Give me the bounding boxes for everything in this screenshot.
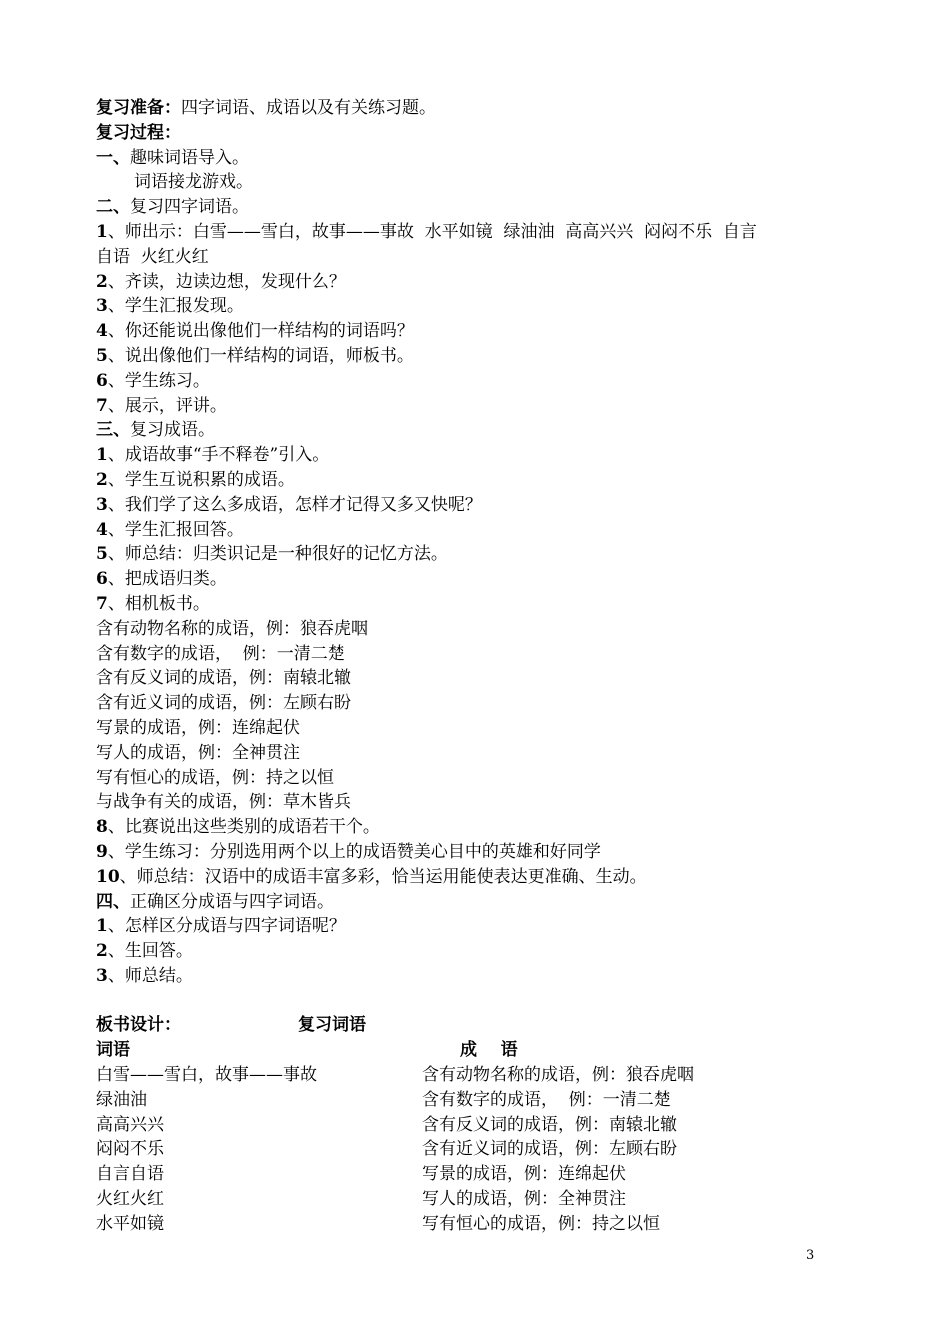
board-idiom: 含有反义词的成语，例：南辕北辙 — [422, 1114, 677, 1135]
lesson-line — [96, 865, 856, 890]
line-text: 、师出示：白雪——雪白，故事——事故 水平如镜 绿油油 高高兴兴 闷闷不乐 自言 — [107, 221, 757, 242]
line-number: 4 — [96, 321, 108, 342]
lesson-line — [96, 840, 856, 865]
line-number: 三、 — [96, 420, 130, 441]
lesson-line — [96, 642, 856, 667]
line-text: 、怎样区分成语与四字词语呢？ — [107, 916, 346, 937]
lesson-line — [96, 741, 856, 766]
board-col-right-header: 成 语 — [460, 1040, 518, 1061]
line-text: 、学生练习。 — [107, 370, 210, 391]
line-text: 、师总结：归类识记是一种很好的记忆方法。 — [107, 544, 448, 565]
board-word: 白雪——雪白，故事——事故 — [96, 1065, 317, 1086]
board-column-headers — [96, 1038, 856, 1063]
board-word: 高高兴兴 — [96, 1114, 164, 1135]
line-text: 含有动物名称的成语，例：狼吞虎咽 — [96, 618, 368, 639]
board-idiom: 写人的成语，例：全神贯注 — [422, 1189, 626, 1210]
board-idiom: 写景的成语，例：连绵起伏 — [422, 1164, 626, 1185]
line-text: 复习四字词语。 — [130, 197, 249, 218]
line-text: 、学生互说积累的成语。 — [107, 469, 295, 490]
line-number: 3 — [96, 494, 108, 515]
line-text: 趣味词语导入。 — [130, 147, 249, 168]
line-text: 含有反义词的成语，例：南辕北辙 — [96, 668, 351, 689]
line-number: 8 — [96, 817, 108, 838]
board-col-left-header: 词语 — [96, 1040, 130, 1061]
board-word: 水平如镜 — [96, 1213, 164, 1234]
prep-text: 四字词语、成语以及有关练习题。 — [181, 98, 436, 118]
lesson-line — [96, 890, 856, 915]
lesson-line — [96, 914, 856, 939]
document-body — [96, 96, 856, 1237]
line-text: 、我们学了这么多成语，怎样才记得又多又快呢？ — [107, 494, 482, 515]
lesson-line — [96, 592, 856, 617]
line-number: 7 — [96, 395, 108, 416]
lesson-line — [96, 617, 856, 642]
board-title: 复习词语 — [298, 1015, 366, 1036]
board-heading — [96, 1013, 856, 1038]
lesson-line — [96, 567, 856, 592]
line-text: 、展示，评讲。 — [107, 395, 227, 416]
line-text: 词语接龙游戏。 — [134, 172, 253, 193]
line-number: 4 — [96, 519, 108, 540]
line-number: 3 — [96, 965, 108, 986]
line-text: 含有数字的成语， 例：一清二楚 — [96, 643, 345, 664]
board-row — [96, 1187, 856, 1212]
line-text: 、相机板书。 — [107, 593, 210, 614]
process-label: 复习过程： — [96, 122, 181, 143]
board-row — [96, 1063, 856, 1088]
line-number: 二、 — [96, 197, 130, 218]
prep-label: 复习准备： — [96, 98, 181, 118]
line-text: 、学生练习：分别选用两个以上的成语赞美心目中的英雄和好同学 — [107, 841, 601, 862]
board-word: 自言自语 — [96, 1164, 164, 1185]
line-number: 9 — [96, 841, 108, 862]
lesson-line — [96, 344, 856, 369]
lesson-line — [96, 518, 856, 543]
line-text: 、你还能说出像他们一样结构的词语吗？ — [107, 321, 414, 342]
section-gap — [96, 989, 856, 1014]
board-word: 闷闷不乐 — [96, 1139, 164, 1160]
board-idiom: 含有动物名称的成语，例：狼吞虎咽 — [422, 1065, 694, 1086]
lesson-line — [96, 790, 856, 815]
line-number: 一、 — [96, 147, 130, 168]
lesson-line — [96, 146, 856, 171]
lesson-line — [96, 468, 856, 493]
line-text: 写人的成语，例：全神贯注 — [96, 742, 300, 763]
line-number: 2 — [96, 271, 108, 292]
line-number: 5 — [96, 345, 108, 366]
board-rows — [96, 1063, 856, 1237]
line-number: 6 — [96, 569, 108, 590]
line-text: 、生回答。 — [107, 941, 193, 962]
line-number: 7 — [96, 593, 108, 614]
lesson-line — [96, 542, 856, 567]
board-idiom: 写有恒心的成语，例：持之以恒 — [422, 1213, 660, 1234]
line-number: 四、 — [96, 891, 130, 912]
lesson-line — [96, 691, 856, 716]
lesson-line — [96, 369, 856, 394]
line-number: 1 — [96, 445, 108, 466]
lesson-line — [96, 716, 856, 741]
line-number: 10 — [96, 866, 120, 887]
line-number: 2 — [96, 941, 108, 962]
line-text: 、学生汇报发现。 — [107, 296, 244, 317]
line-text: 写景的成语，例：连绵起伏 — [96, 717, 300, 738]
line-number: 1 — [96, 221, 108, 242]
process-heading — [96, 121, 856, 146]
lesson-line — [96, 220, 856, 245]
lesson-line — [96, 245, 856, 270]
board-row — [96, 1162, 856, 1187]
line-text: 、比赛说出这些类别的成语若干个。 — [107, 817, 380, 838]
line-text: 、师总结。 — [107, 965, 193, 986]
line-text: 、成语故事“手不释卷”引入。 — [107, 445, 330, 466]
line-text: 正确区分成语与四字词语。 — [130, 891, 334, 912]
board-row — [96, 1137, 856, 1162]
line-number: 3 — [96, 296, 108, 317]
board-idiom: 含有数字的成语， 例：一清二楚 — [422, 1089, 671, 1110]
lesson-line — [96, 270, 856, 295]
line-number: 6 — [96, 370, 108, 391]
line-text: 自语 火红火红 — [96, 246, 209, 267]
board-row — [96, 1212, 856, 1237]
line-text: 、说出像他们一样结构的词语，师板书。 — [107, 345, 414, 366]
board-word: 火红火红 — [96, 1189, 164, 1210]
lesson-line — [96, 195, 856, 220]
lesson-line — [96, 443, 856, 468]
board-idiom: 含有近义词的成语，例：左顾右盼 — [422, 1139, 677, 1160]
line-text: 、齐读，边读边想，发现什么？ — [107, 271, 346, 292]
line-text: 复习成语。 — [130, 420, 215, 441]
prep-line — [96, 96, 856, 121]
line-number: 1 — [96, 916, 108, 937]
lesson-line — [96, 170, 856, 195]
lesson-steps — [96, 146, 856, 989]
board-label: 板书设计： — [96, 1015, 181, 1036]
line-text: 与战争有关的成语，例：草木皆兵 — [96, 792, 351, 813]
line-number: 2 — [96, 469, 108, 490]
lesson-line — [96, 294, 856, 319]
line-text: 、把成语归类。 — [107, 569, 227, 590]
lesson-line — [96, 964, 856, 989]
lesson-line — [96, 815, 856, 840]
line-text: 写有恒心的成语，例：持之以恒 — [96, 767, 334, 788]
lesson-line — [96, 394, 856, 419]
lesson-line — [96, 939, 856, 964]
line-number: 5 — [96, 544, 108, 565]
lesson-line — [96, 493, 856, 518]
board-row — [96, 1113, 856, 1138]
board-row — [96, 1088, 856, 1113]
lesson-line — [96, 766, 856, 791]
page-number: 3 — [806, 1248, 815, 1263]
line-text: 含有近义词的成语，例：左顾右盼 — [96, 693, 351, 714]
lesson-line — [96, 666, 856, 691]
lesson-line — [96, 418, 856, 443]
line-text: 、师总结：汉语中的成语丰富多彩，恰当运用能使表达更准确、生动。 — [119, 866, 647, 887]
lesson-line — [96, 319, 856, 344]
line-text: 、学生汇报回答。 — [107, 519, 244, 540]
board-word: 绿油油 — [96, 1089, 147, 1110]
